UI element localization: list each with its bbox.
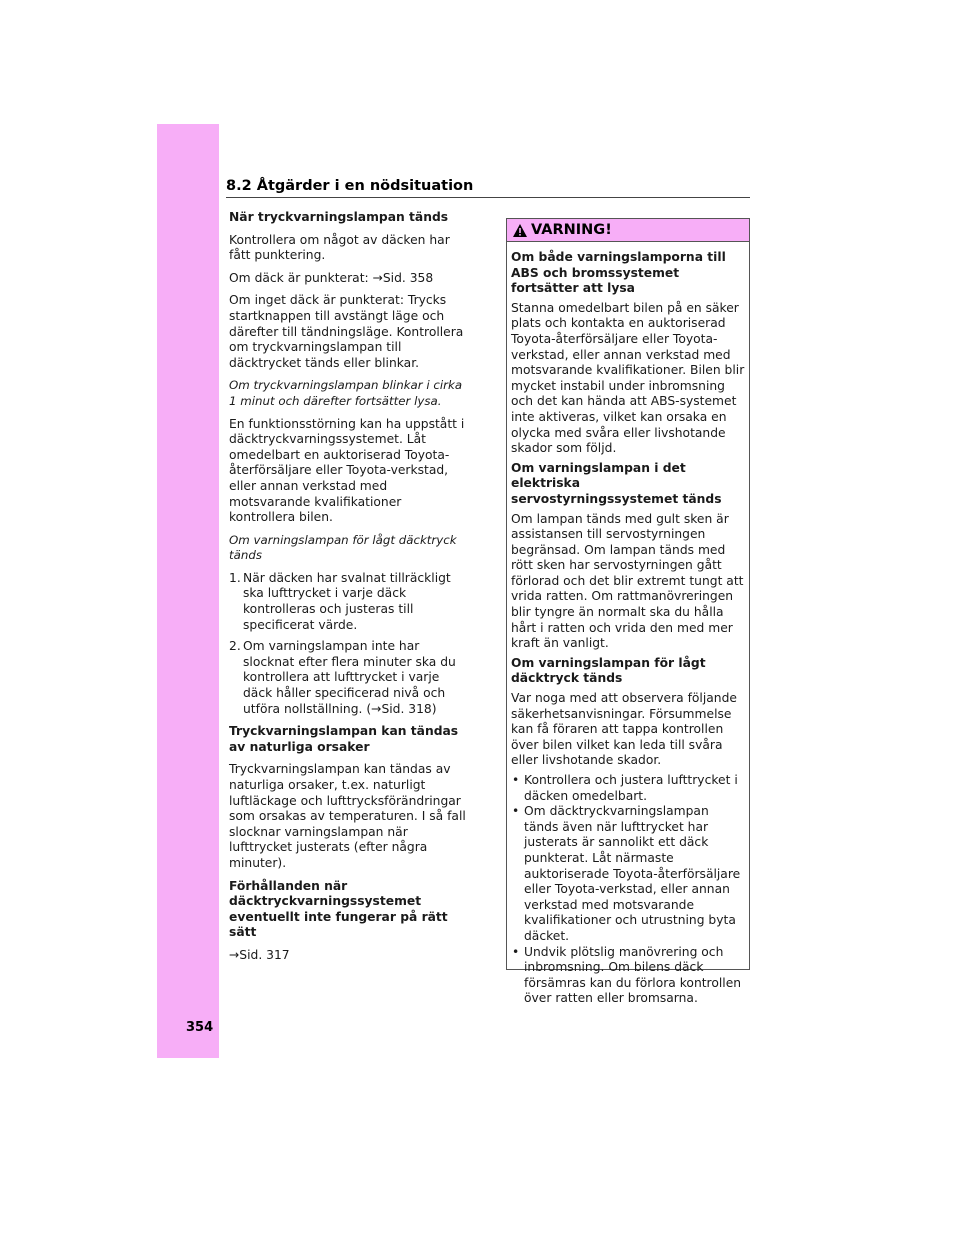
warning-subheading: Om både varningslamporna till ABS och bromssystemet fortsätter att lysa: [511, 250, 726, 296]
warning-title: VARNING!: [531, 222, 612, 238]
paragraph: En funktionsstörning kan ha uppstått i däcktryckvarningssystemet. Låt omedelbart en auktoriserad Toyota-återförsäljare eller Toyota-verkstad, eller annan verkstad med motsvarande kvalifikationer kontrollera bilen.: [229, 416, 465, 525]
warning-paragraph: Om lampan tänds med gult sken är assistansen till servostyrningen begränsad. Om lampan tänds med rött sken har servostyrningen gått förlorad och det blir extremt tungt att vrida ratten. Om rattmanövreringen blir tyngre än normalt ska du hålla hårt i ratten och vrida den med mer kraft än vanligt.: [511, 511, 744, 651]
bullet-icon: •: [512, 773, 520, 787]
step-number: 2.: [229, 639, 241, 654]
paragraph: Kontrollera om något av däcken har fått punktering.: [229, 232, 450, 263]
warning-triangle-icon: [512, 223, 528, 238]
step-text: När däcken har svalnat tillräckligt ska lufttrycket i varje däck kontrolleras och justeras till specificerat värde.: [243, 570, 451, 632]
numbered-steps: [229, 571, 471, 717]
italic-subheading: Om varningslampan för lågt däcktryck tänds: [229, 532, 457, 563]
warning-body: [507, 242, 749, 1007]
list-item: [511, 804, 745, 944]
step-text: Om varningslampan inte har slocknat efter flera minuter ska du kontrollera att lufttrycket i varje däck håller specificerad nivå och utföra nollställning. (→Sid. 318): [243, 639, 456, 716]
bullet-icon: •: [512, 804, 520, 819]
warning-paragraph: Stanna omedelbart bilen på en säker plats och kontakta en auktoriserad Toyota-återförsäljare eller Toyota-verkstad, eller annan verkstad med motsvarande kvalifikationer. Bilen blir mycket instabil under inbromsning och det kan hända att ABS-systemet inte aktiveras, vilket kan orsaka en olycka med svåra eller livshotande skador som följd.: [511, 300, 745, 456]
warning-bullets: [511, 773, 745, 1007]
list-item: [229, 639, 471, 717]
italic-subheading: Om tryckvarningslampan blinkar i cirka 1 minut och därefter fortsätter lysa.: [229, 378, 463, 408]
section-title: 8.2 Åtgärder i en nödsituation: [226, 178, 750, 198]
page-number: 354: [186, 1020, 214, 1035]
heading-pressure-lamp: När tryckvarningslampan tänds: [229, 210, 449, 224]
warning-header: [507, 219, 749, 242]
paragraph: Tryckvarningslampan kan tändas av naturliga orsaker, t.ex. naturligt luftläckage och lufttrycksförändringar som orsakas av temperaturen. I så fall slocknar varningslampan när lufttrycket justerats (efter några minuter).: [229, 762, 466, 870]
step-number: 1.: [229, 570, 241, 585]
list-item: [511, 945, 745, 1007]
warning-subheading: Om varningslampan för lågt däcktryck tänds: [511, 655, 706, 686]
bullet-text: Undvik plötslig manövrering och inbromsning. Om bilens däck försämras kan du förlora kontrollen över ratten eller bromsarna.: [524, 944, 742, 1006]
left-column: [229, 210, 471, 971]
bullet-icon: •: [512, 944, 520, 959]
bullet-text: Kontrollera och justera lufttrycket i däcken omedelbart.: [524, 773, 738, 803]
side-color-band: [157, 124, 219, 1058]
heading-natural-causes: Tryckvarningslampan kan tändas av naturliga orsaker: [229, 724, 459, 754]
bullet-text: Om däcktryckvarningslampan tänds även när lufttrycket har justerats är sannolikt ett däck punkterat. Låt närmaste auktoriserade Toyota-återförsäljare eller Toyota-verkstad, eller annan verkstad med motsvarande kvalifikationer och utrustning byta däcket.: [524, 804, 741, 943]
paragraph-page-reference: →Sid. 317: [229, 947, 290, 962]
list-item: [229, 571, 471, 633]
list-item: [511, 773, 745, 804]
paragraph: Om inget däck är punkterat: Trycks startknappen till avstängt läge och därefter till tändningsläge. Kontrollera om tryckvarningslampan till däcktrycket tänds eller blinkar.: [229, 293, 464, 370]
warning-subheading: Om varningslampan i det elektriska servostyrningssystemet tänds: [511, 460, 722, 506]
warning-paragraph: Var noga med att observera följande säkerhetsanvisningar. Försummelse kan få föraren att tappa kontrollen över bilen vilket kan leda till svåra eller livshotande skador.: [511, 691, 737, 768]
warning-box: [506, 218, 750, 1006]
paragraph-page-reference: Om däck är punkterat: →Sid. 358: [229, 270, 434, 285]
heading-conditions: Förhållanden när däcktryckvarningssystemet eventuellt inte fungerar på rätt sätt: [229, 878, 448, 940]
